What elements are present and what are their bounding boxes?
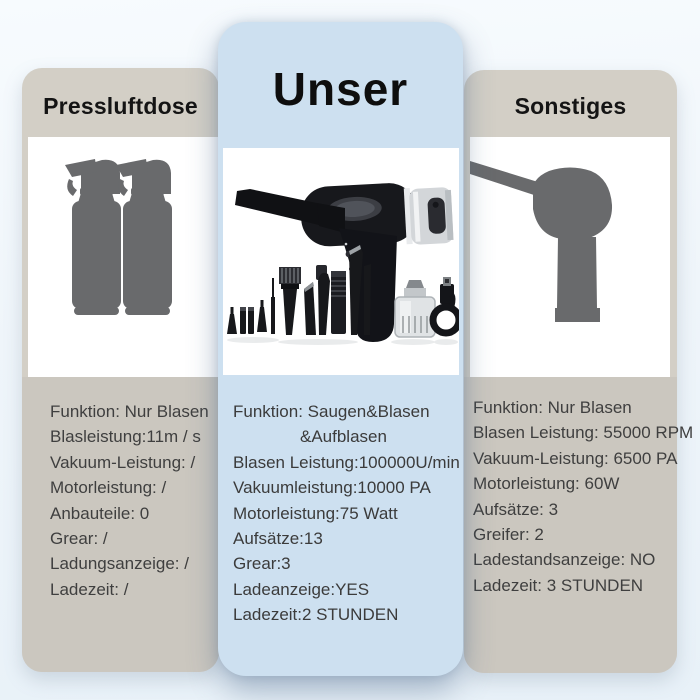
dust-cup-icon xyxy=(395,280,435,337)
spec-line: Ladungsanzeige: / xyxy=(50,554,189,574)
attachments-icons xyxy=(227,245,371,335)
right-spec-list xyxy=(473,395,693,598)
spec-line: Vakuumleistung:10000 PA xyxy=(233,478,431,498)
spray-can-icon xyxy=(65,159,172,315)
middle-image-area xyxy=(223,148,459,375)
left-column-title: Pressluftdose xyxy=(43,93,198,119)
spec-line: Motorleistung: / xyxy=(50,478,167,498)
right-image-area xyxy=(470,137,670,377)
spec-line: Funktion: Saugen&Blasen xyxy=(233,402,430,421)
electric-air-duster-image xyxy=(470,137,670,377)
left-spec-list xyxy=(50,399,209,602)
spec-line: Aufsätze: 3 xyxy=(473,499,559,519)
left-image-area xyxy=(28,137,219,377)
spec-line: Ladeanzeige:YES xyxy=(233,579,370,599)
spec-line: Funktion: Nur Blasen xyxy=(473,398,632,417)
spec-line: Ladezeit: / xyxy=(50,579,129,599)
spec-line: Blasen Leistung:100000U/min xyxy=(233,452,460,472)
spec-line: Anbauteile: 0 xyxy=(50,503,150,523)
column-sonstiges xyxy=(464,70,694,673)
cordless-vacuum-kit-image xyxy=(223,148,459,375)
spec-line: Aufsätze:13 xyxy=(233,529,323,549)
spec-line: Blasleistung:11m / s xyxy=(50,427,201,447)
usb-cable-icon xyxy=(433,277,459,333)
spec-line: &Aufblasen xyxy=(300,427,387,447)
spec-line: Ladestandsanzeige: NO xyxy=(473,550,656,570)
spec-line: Ladezeit: 3 STUNDEN xyxy=(473,575,644,595)
spec-line: Vakuum-Leistung: 6500 PA xyxy=(473,448,678,468)
middle-spec-list xyxy=(233,399,460,628)
spec-line: Motorleistung:75 Watt xyxy=(233,503,398,523)
spec-line: Greifer: 2 xyxy=(473,525,544,545)
spec-line: Funktion: Nur Blasen xyxy=(50,402,209,421)
spec-line: Grear:3 xyxy=(233,554,291,574)
right-column-title: Sonstiges xyxy=(514,93,627,119)
middle-column-title: Unser xyxy=(272,63,409,115)
reflection-shadows xyxy=(227,337,458,345)
spec-line: Vakuum-Leistung: / xyxy=(50,452,196,472)
spec-line: Motorleistung: 60W xyxy=(473,474,620,494)
spec-line: Blasen Leistung: 55000 RPM xyxy=(473,423,694,443)
column-unser xyxy=(218,22,463,676)
spray-cans-image xyxy=(28,137,219,377)
column-pressluftdose xyxy=(22,68,219,672)
air-duster-icon xyxy=(470,161,612,322)
spec-line: Ladezeit:2 STUNDEN xyxy=(233,605,399,625)
spec-line: Grear: / xyxy=(50,529,108,549)
